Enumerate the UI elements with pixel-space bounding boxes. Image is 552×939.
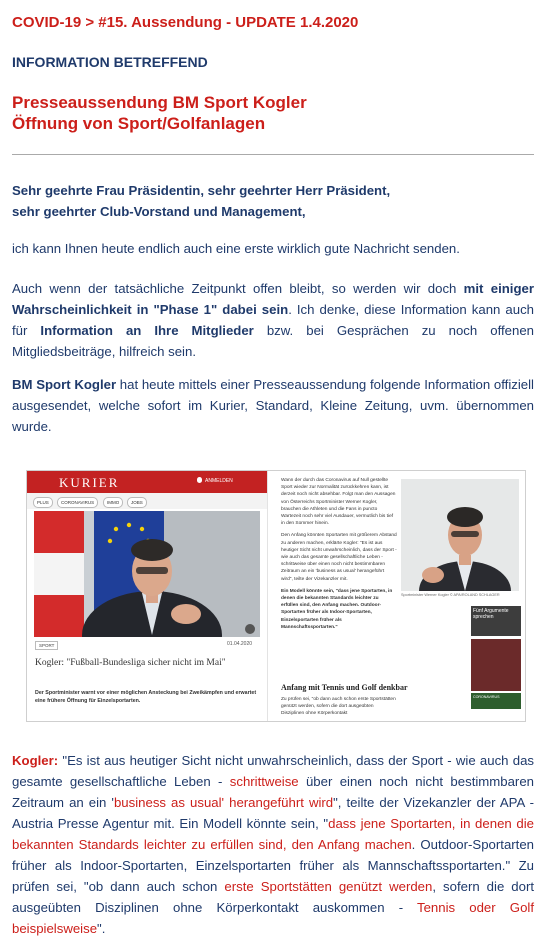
article-paragraph: Zu prüfen sei, "ob dann auch schon erste Sportstätten genützt werden, sofern die dort ausgeübten Disziplinen ohne Körperkontakt xyxy=(281,697,396,717)
text: über einen noch nicht bestimmbaren Zeitraum an ein ' xyxy=(12,774,534,810)
highlight: schrittweise xyxy=(229,774,299,789)
sidebar-tag: CORONAVIRUS xyxy=(473,695,500,699)
press-title-line-1: Presseaussendung BM Sport Kogler xyxy=(12,93,307,112)
paragraph-press xyxy=(12,374,534,437)
highlight: erste Sportstätten genützt werden xyxy=(224,879,433,894)
category-tag: SPORT xyxy=(35,641,58,650)
article-date: 01.04.2020 xyxy=(227,641,253,647)
text: hat heute mittels einer Presseaussendung folgende Information offiziell ausgesendet, welche sofort im Kurier, Standard, Kleine Zeitung, uvm. übernommen wurde. xyxy=(12,377,534,434)
text: , sofern die dort ausgeübten Disziplinen ohne Körperkontakt auskommen - xyxy=(12,879,535,915)
breadcrumb: COVID-19 > #15. Aussendung - UPDATE 1.4.2020 xyxy=(12,14,359,31)
text: ", teilte der Vizekanzler der APA - Austria Presse Agentur mit. Ein Modell könnte sein, " xyxy=(12,795,534,831)
sidebar-image xyxy=(471,639,521,691)
highlight: BM Sport Kogler xyxy=(12,377,117,392)
kurier-page xyxy=(27,471,268,721)
highlight: mit einiger Wahrscheinlichkeit in "Phase 1" dabei sein xyxy=(12,281,534,317)
paragraph-intro: ich kann Ihnen heute endlich auch eine erste wirklich gute Nachricht senden. xyxy=(12,241,460,256)
text: bzw. bei Gesprächen zu noch offenen Mitgliedsbeiträge, hilfreich sein. xyxy=(12,323,534,359)
user-icon xyxy=(197,477,202,483)
article-screenshot xyxy=(26,470,526,722)
article-lede: Der Sportminister warnt vor einer möglichen Ansteckung bei Zweikämpfen und erwartet eine frühere Öffnung für Einzelsportarten. xyxy=(35,690,257,704)
portrait-photo xyxy=(401,479,519,591)
article-paragraph: Den Anfang könnten Sportarten mit größerem Abstand zu anderen machen, erklärte Kogler: "Es ist aus heutiger Sicht nicht unwahrscheinlich, dass der Sport - wie auch das gesamte gesellschaftliche Leben - schrittweise über einen noch nicht bestimmbaren Zeitraum an ein 'business as usual' herangeführt wird", teilte der Vizekanzler mit. xyxy=(281,533,397,582)
photo-caption: Sportminister Werner Kogler © APA/ROLAND SCHLAGER xyxy=(401,593,500,597)
highlight: Tennis oder Golf beispielsweise xyxy=(12,900,534,936)
paragraph-phase1 xyxy=(12,278,534,362)
sidebar-teaser-text: Fünf Argumente sprechen xyxy=(473,608,509,620)
text: . Outdoor-Sportarten früher als Indoor-Sportarten, Einzelsportarten früher als Mannschaftssportarten." Zu prüfen sei, "ob dann auch schon xyxy=(12,837,535,894)
login-link: ANMELDEN xyxy=(205,478,233,484)
highlight: business as usual' herangeführt wird xyxy=(113,795,334,810)
portrait-scene xyxy=(401,479,519,591)
nav-pill: CORONAVIRUS xyxy=(57,497,98,508)
text: . Ich denke, diese Information kann auch für xyxy=(12,302,535,338)
article-paragraph: Wann der durch das Coronavirus auf Null gestellte Sport wieder zur Normalität zurückkehren kann, ist derzeit noch nicht absehbar. Folgt man den Aussagen von Österreichs Sportminister Werner Kogler, brauchen die Athleten und die Fans in puncto Wartezeit noch sehr viel Ausdauer, vermutlich bis tief in den Sommer hinein. xyxy=(281,478,396,527)
kurier-logo: KURIER xyxy=(59,475,120,490)
nav-pill: PLUS xyxy=(33,497,53,508)
photo-scene xyxy=(34,511,260,637)
salutation-line-2: sehr geehrter Club-Vorstand und Management, xyxy=(12,204,306,219)
highlight: Information an Ihre Mitglieder xyxy=(40,323,254,338)
press-release-title xyxy=(12,92,307,134)
section-heading: INFORMATION BETREFFEND xyxy=(12,54,208,70)
salutation xyxy=(12,180,534,222)
kogler-quote xyxy=(12,750,534,939)
quote-speaker: Kogler: xyxy=(12,753,59,768)
divider xyxy=(12,154,534,155)
text: "Es ist aus heutiger Sicht nicht unwahrscheinlich, dass der Sport - wie auch das gesamte gesellschaftliche Leben - xyxy=(12,753,534,789)
article-headline: Kogler: "Fußball-Bundesliga sicher nicht im Mai" xyxy=(35,658,226,668)
article-paragraph: Ein Modell könnte sein, "dass jene Sportarten, in denen die bekannten Standards leichter zu erfüllen sind, den Anfang machen. Outdoor-Sportarten früher als Indoor-Sportarten, Einzelsportarten früher als Mannschaftssportarten." xyxy=(281,588,393,630)
highlight: dass jene Sportarten, in denen die bekannten Standards leichter zu erfüllen sind, den Anfang machen xyxy=(12,816,534,852)
article-subheading: Anfang mit Tennis und Golf denkbar xyxy=(281,683,408,692)
text: ". xyxy=(97,921,106,936)
salutation-line-1: Sehr geehrte Frau Präsidentin, sehr geehrter Herr Präsident, xyxy=(12,183,391,198)
article-body-column xyxy=(281,477,397,636)
nav-pill: IMMO xyxy=(103,497,123,508)
press-title-line-2: Öffnung von Sport/Golfanlagen xyxy=(12,114,266,133)
text: Auch wenn der tatsächliche Zeitpunkt offen bleibt, so werden wir doch xyxy=(12,281,464,296)
article-photo xyxy=(34,511,260,637)
nav-pill: JOBS xyxy=(127,497,147,508)
